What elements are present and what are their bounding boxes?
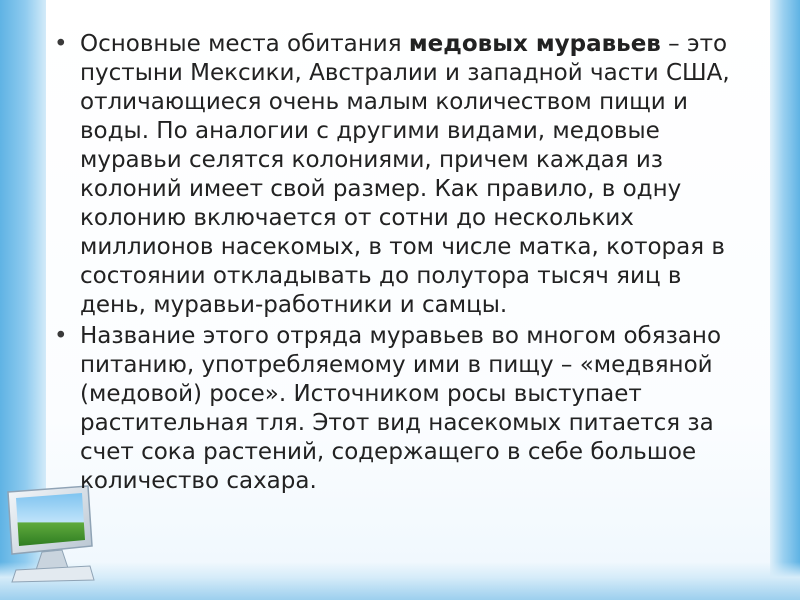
list-item (54, 30, 754, 320)
paragraph-body: – это пустыни Мексики, Австралии и западной части США, отличающиеся очень малым количеством пищи и воды. По аналогии с другими видами, медовые муравьи селятся колониями, причем каждая из колоний имеет свой размер. Как правило, в одну колонию включается от сотни до нескольких миллионов насекомых, в том числе матка, которая в состоянии откладывать до полутора тысяч яиц в день, муравьи-работники и самцы. (80, 31, 730, 318)
bullet-icon: • (54, 323, 68, 349)
slide-text (54, 30, 754, 498)
paragraph-text: Название этого отряда муравьев во многом обязано питанию, употребляемому ими в пищу – «медвяной (медовой) росе». Источником росы выступает растительная тля. Этот вид насекомых питается за счет сока растений, содержащего в себе большое количество сахара. (80, 323, 722, 494)
bullet-icon: • (54, 31, 68, 57)
highlighted-term: медовых муравьев (408, 31, 661, 57)
paragraph-intro: Основные места обитания (80, 31, 409, 57)
list-item (54, 322, 754, 496)
background-bottom-band (0, 562, 800, 600)
background-right-band (770, 0, 800, 600)
computer-monitor-icon (2, 484, 98, 584)
